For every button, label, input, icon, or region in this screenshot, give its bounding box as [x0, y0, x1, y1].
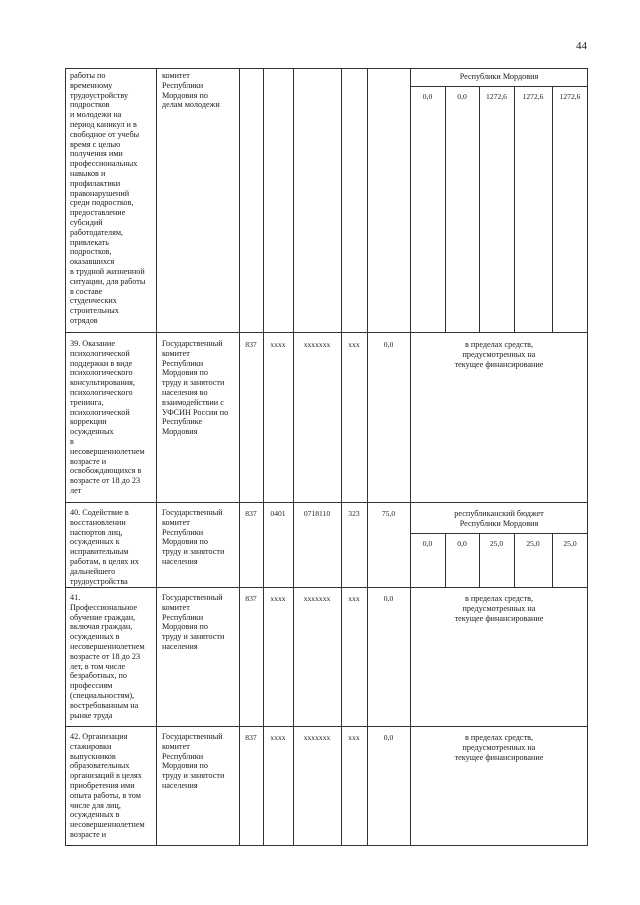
row-1-csr: ххххххх: [303, 340, 331, 349]
row-3-total: 0,0: [383, 594, 394, 603]
subgrid-line: [410, 533, 588, 534]
row-2-executor: Государственный комитет Республики Мордовия по труду и занятости населения: [162, 508, 225, 566]
col-divider: [156, 68, 157, 846]
row-4-total: 0,0: [383, 733, 394, 742]
row-3-vr: ххх: [348, 594, 360, 603]
row-2-grbs: 837: [245, 509, 257, 518]
row-divider: [65, 587, 588, 588]
row-4-csr: ххххххх: [303, 733, 331, 742]
row-4-name: 42. Организация стажировки выпускников образовательных организаций в целях приобретения ими опыта работы, в том числе для лиц, осужденных в несовершеннолетнем возрасте и: [70, 732, 145, 839]
row-0-executor: комитет Республики Мордовия по делам молодежи: [162, 71, 220, 110]
row-2-value: 0,0: [457, 539, 467, 548]
col-divider: [367, 68, 368, 846]
row-4-grbs: 837: [245, 733, 257, 742]
row-1-executor: Государственный комитет Республики Мордовия по труду и занятости населения во взаимодействии с УФСИН России по Республике Мордовия: [162, 339, 229, 437]
subgrid-line: [445, 86, 446, 332]
row-4-note: в пределах средств, предусмотренных на текущее финансирование: [454, 733, 544, 762]
program-table: [65, 68, 588, 846]
row-0-name: работы по временному трудоустройству подростков и молодежи на период каникул и в свободное от учебы время с целью получения ими профессиональных навыков и профилактики правонарушений среди подростков, предоставление субсидий работодателям, привлекать подростков, оказавшихся в трудной жизненной ситуации, для работы в составе студенческих строительных отрядов: [70, 71, 146, 325]
row-1-name: 39. Оказание психологической поддержки в виде психологического консультирования, психологического тренинга, психологической коррекции осужденных в несовершеннолетнем возрасте и освобождающихся в возрасте от 18 до 23 лет: [70, 339, 145, 495]
subgrid-line: [479, 86, 480, 332]
row-2-name: 40. Содействие в восстановлении паспортов лиц, осужденных к исправительным работам, в целях их дальнейшего трудоустройства: [70, 508, 139, 586]
row-1-total: 0,0: [383, 340, 394, 349]
col-divider: [341, 68, 342, 846]
row-2-rz: 0401: [270, 509, 286, 518]
subgrid-line: [552, 86, 553, 332]
row-3-name: 41. Профессиональное обучение граждан, включая граждан, осужденных в несовершеннолетнем возрасте от 18 до 23 лет, в том числе безработных, по профессиям (специальностям), востребованным на рынке труда: [70, 593, 145, 720]
row-3-csr: ххххххх: [303, 594, 331, 603]
row-0-funding-source: Республики Мордовия: [459, 72, 539, 81]
row-4-rz: хххх: [270, 733, 286, 742]
row-4-executor: Государственный комитет Республики Мордовия по труду и занятости населения: [162, 732, 225, 790]
subgrid-line: [514, 86, 515, 332]
row-2-total: 75,0: [381, 509, 396, 518]
col-divider: [239, 68, 240, 846]
row-1-vr: ххх: [348, 340, 360, 349]
row-divider: [65, 502, 588, 503]
row-2-vr: 323: [348, 509, 360, 518]
row-3-rz: хххх: [270, 594, 286, 603]
row-0-value: 1272,6: [559, 92, 581, 101]
col-divider: [410, 68, 411, 846]
page-number: 44: [576, 40, 587, 52]
col-divider: [293, 68, 294, 846]
row-2-funding-source: республиканский бюджет Республики Мордовия: [454, 509, 544, 528]
subgrid-line: [410, 86, 588, 87]
row-3-grbs: 837: [245, 594, 257, 603]
row-2-csr: 0718110: [303, 509, 331, 518]
row-0-value: 0,0: [422, 92, 433, 101]
row-1-grbs: 837: [245, 340, 257, 349]
row-divider: [65, 332, 588, 333]
row-0-value: 0,0: [457, 92, 467, 101]
row-2-value: 25,0: [489, 539, 504, 548]
row-1-rz: хххх: [270, 340, 286, 349]
row-2-value: 25,0: [526, 539, 540, 548]
row-3-executor: Государственный комитет Республики Мордовия по труду и занятости населения: [162, 593, 225, 651]
row-divider: [65, 726, 588, 727]
row-4-vr: ххх: [348, 733, 360, 742]
row-0-value: 1272,6: [486, 92, 507, 101]
col-divider: [263, 68, 264, 846]
row-0-value: 1272,6: [522, 92, 544, 101]
row-3-note: в пределах средств, предусмотренных на текущее финансирование: [454, 594, 544, 623]
row-1-note: в пределах средств, предусмотренных на текущее финансирование: [454, 340, 544, 369]
row-2-value: 0,0: [422, 539, 433, 548]
row-2-value: 25,0: [563, 539, 577, 548]
